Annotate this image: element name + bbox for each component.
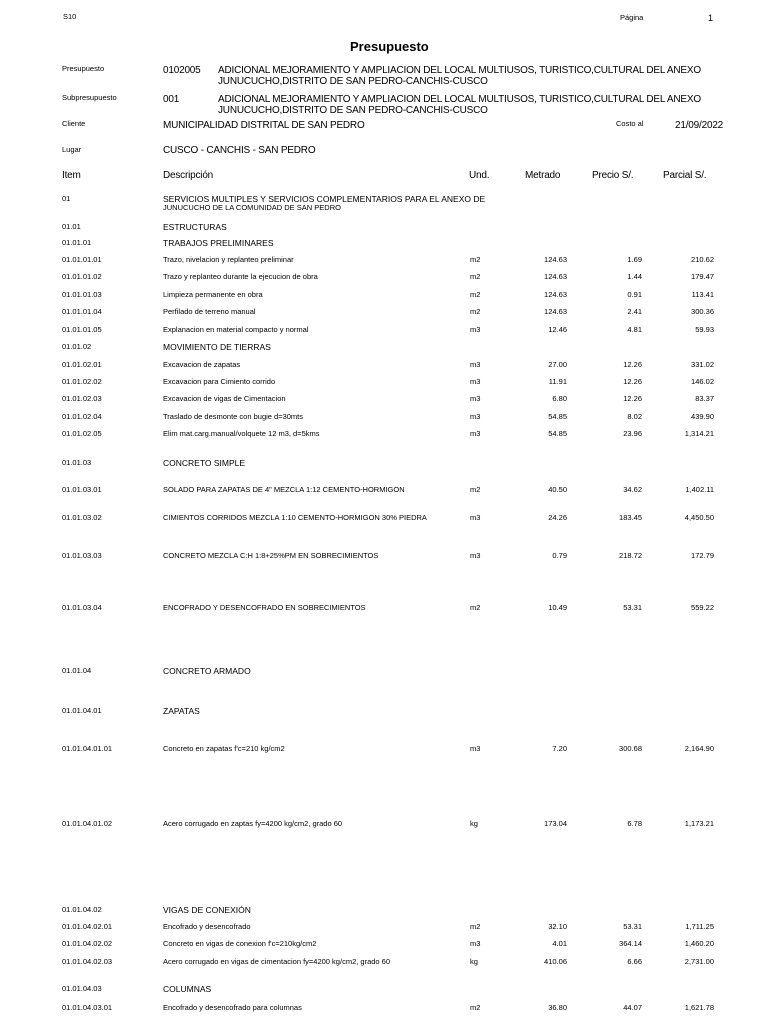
row-description: CIMIENTOS CORRIDOS MEZCLA 1:10 CEMENTO-HORMIGON 30% PIEDRA — [163, 513, 427, 522]
column-header-descripcion: Descripción — [163, 170, 214, 181]
row-item-code: 01 — [62, 194, 71, 203]
row-metrado: 11.91 — [548, 377, 567, 386]
row-item-code: 01.01.01 — [62, 238, 92, 247]
row-item-code: 01.01.02 — [62, 342, 92, 351]
presupuesto-code: 0102005 — [163, 65, 201, 76]
row-item-code: 01.01.04.03 — [62, 984, 102, 993]
row-description: Encofrado y desencofrado — [163, 922, 251, 931]
row-metrado: 24.26 — [548, 513, 567, 522]
row-parcial: 1,314.21 — [684, 429, 714, 438]
subpresupuesto-desc-line2: JUNUCUCHO,DISTRITO DE SAN PEDRO-CANCHIS-CUSCO — [218, 105, 488, 116]
row-metrado: 410.06 — [544, 957, 567, 966]
cliente-label: Cliente — [62, 119, 86, 128]
row-description: CONCRETO SIMPLE — [163, 458, 246, 468]
row-description: Traslado de desmonte con bugie d=30mts — [163, 412, 304, 421]
subpresupuesto-desc-line1: ADICIONAL MEJORAMIENTO Y AMPLIACION DEL LOCAL MULTIUSOS, TURISTICO,CULTURAL DEL ANEXO — [218, 94, 701, 105]
row-parcial: 331.02 — [691, 360, 714, 369]
row-item-code: 01.01.02.03 — [62, 394, 102, 403]
row-description: ZAPATAS — [163, 706, 200, 716]
row-description: Acero corrugado en zaptas fy=4200 kg/cm2, grado 60 — [163, 819, 343, 828]
row-item-code: 01.01.04.03.01 — [62, 1003, 113, 1012]
row-precio: 12.26 — [623, 360, 642, 369]
row-precio: 8.02 — [627, 412, 642, 421]
lugar-label: Lugar — [62, 145, 82, 154]
row-precio: 1.69 — [627, 255, 642, 264]
row-unit: kg — [470, 957, 478, 966]
row-precio: 300.68 — [619, 744, 642, 753]
row-metrado: 0.79 — [552, 551, 567, 560]
row-metrado: 124.63 — [544, 255, 567, 264]
row-precio: 1.44 — [627, 272, 642, 281]
row-metrado: 173.04 — [544, 819, 567, 828]
row-description: SERVICIOS MULTIPLES Y SERVICIOS COMPLEMENTARIOS PARA EL ANEXO DE — [163, 194, 486, 204]
row-precio: 53.31 — [623, 603, 642, 612]
row-unit: m2 — [470, 603, 481, 612]
row-description: Acero corrugado en vigas de cimentacion fy=4200 kg/cm2, grado 60 — [163, 957, 391, 966]
page-label: Página — [620, 13, 644, 22]
row-unit: m3 — [470, 513, 481, 522]
row-precio: 12.26 — [623, 394, 642, 403]
column-header-parcial: Parcial S/. — [663, 170, 707, 181]
row-metrado: 54.85 — [548, 412, 567, 421]
row-item-code: 01.01.01.04 — [62, 307, 102, 316]
row-metrado: 7.20 — [552, 744, 567, 753]
row-metrado: 124.63 — [544, 290, 567, 299]
row-item-code: 01.01.04.02.01 — [62, 922, 113, 931]
row-parcial: 59.93 — [695, 325, 714, 334]
row-parcial: 559.22 — [691, 603, 714, 612]
presupuesto-desc-line1: ADICIONAL MEJORAMIENTO Y AMPLIACION DEL LOCAL MULTIUSOS, TURISTICO,CULTURAL DEL ANEXO — [218, 65, 701, 76]
row-description: Trazo y replanteo durante la ejecucion de obra — [163, 272, 318, 281]
row-parcial: 1,711.25 — [685, 922, 714, 931]
row-unit: m3 — [470, 744, 481, 753]
row-description: Concreto en zapatas f'c=210 kg/cm2 — [163, 744, 285, 753]
lugar-value: CUSCO - CANCHIS - SAN PEDRO — [163, 145, 316, 156]
row-description: TRABAJOS PRELIMINARES — [163, 238, 274, 248]
row-description: VIGAS DE CONEXIÓN — [163, 905, 251, 915]
presupuesto-label: Presupuesto — [62, 64, 105, 73]
row-description: Concreto en vigas de conexion f'c=210kg/cm2 — [163, 939, 317, 948]
row-description: Excavacion de zapatas — [163, 360, 241, 369]
row-item-code: 01.01.02.01 — [62, 360, 102, 369]
column-header-und: Und. — [469, 170, 490, 181]
row-parcial: 1,402.11 — [685, 485, 714, 494]
row-item-code: 01.01.04.01.01 — [62, 744, 113, 753]
row-parcial: 210.62 — [691, 255, 714, 264]
row-metrado: 6.80 — [552, 394, 567, 403]
row-parcial: 146.02 — [691, 377, 714, 386]
row-item-code: 01.01.02.04 — [62, 412, 102, 421]
costo-date: 21/09/2022 — [675, 120, 724, 131]
row-item-code: 01.01.03.01 — [62, 485, 102, 494]
row-description-line2: JUNUCUCHO DE LA COMUNIDAD DE SAN PEDRO — [163, 203, 341, 212]
row-precio: 23.96 — [623, 429, 642, 438]
row-parcial: 2,164.90 — [684, 744, 714, 753]
row-item-code: 01.01.04.02.03 — [62, 957, 113, 966]
row-unit: m2 — [470, 307, 481, 316]
row-metrado: 12.46 — [548, 325, 567, 334]
row-precio: 2.41 — [627, 307, 642, 316]
row-unit: m3 — [470, 360, 481, 369]
row-unit: m2 — [470, 255, 481, 264]
row-item-code: 01.01.03.03 — [62, 551, 102, 560]
row-parcial: 1,621.78 — [684, 1003, 714, 1012]
row-parcial: 83.37 — [695, 394, 714, 403]
row-parcial: 113.41 — [691, 290, 714, 299]
column-header-item: Item — [62, 170, 81, 181]
row-item-code: 01.01.03 — [62, 458, 92, 467]
row-parcial: 1,173.21 — [684, 819, 714, 828]
presupuesto-desc-line2: JUNUCUCHO,DISTRITO DE SAN PEDRO-CANCHIS-CUSCO — [218, 76, 488, 87]
row-precio: 183.45 — [619, 513, 642, 522]
row-item-code: 01.01.02.05 — [62, 429, 102, 438]
row-unit: m3 — [470, 412, 481, 421]
row-parcial: 300.36 — [691, 307, 714, 316]
row-description: Elim mat.carg.manual/volquete 12 m3, d=5kms — [163, 429, 320, 438]
row-description: Trazo, nivelacion y replanteo preliminar — [163, 255, 294, 264]
row-parcial: 439.90 — [691, 412, 714, 421]
row-description: Limpieza permanente en obra — [163, 290, 263, 299]
row-item-code: 01.01.04 — [62, 666, 92, 675]
page-title: Presupuesto — [350, 39, 429, 54]
row-description: CONCRETO MEZCLA C:H 1:8+25%PM EN SOBRECIMIENTOS — [163, 551, 379, 560]
row-description: ESTRUCTURAS — [163, 222, 227, 232]
row-metrado: 40.50 — [548, 485, 567, 494]
row-precio: 53.31 — [623, 922, 642, 931]
row-item-code: 01.01.04.01.02 — [62, 819, 113, 828]
row-precio: 6.66 — [627, 957, 642, 966]
row-parcial: 4,450.50 — [684, 513, 714, 522]
row-unit: m2 — [470, 922, 481, 931]
row-item-code: 01.01.01.01 — [62, 255, 102, 264]
row-description: Perfilado de terreno manual — [163, 307, 256, 316]
row-precio: 0.91 — [627, 290, 642, 299]
row-parcial: 1,460.20 — [684, 939, 714, 948]
costo-label: Costo al — [616, 119, 644, 128]
system-code: S10 — [63, 12, 77, 21]
column-header-precio: Precio S/. — [592, 170, 634, 181]
row-item-code: 01.01.02.02 — [62, 377, 102, 386]
row-unit: m3 — [470, 551, 481, 560]
row-description: COLUMNAS — [163, 984, 212, 994]
row-metrado: 124.63 — [544, 307, 567, 316]
row-precio: 364.14 — [619, 939, 642, 948]
row-metrado: 124.63 — [544, 272, 567, 281]
row-metrado: 36.80 — [548, 1003, 567, 1012]
row-unit: m2 — [470, 272, 481, 281]
column-header-metrado: Metrado — [525, 170, 561, 181]
page-number: 1 — [708, 13, 714, 23]
row-unit: m2 — [470, 1003, 481, 1012]
row-description: Excavacion de vigas de Cimentacion — [163, 394, 286, 403]
row-metrado: 54.85 — [548, 429, 567, 438]
row-item-code: 01.01.04.02.02 — [62, 939, 113, 948]
row-precio: 4.81 — [627, 325, 642, 334]
row-unit: m3 — [470, 429, 481, 438]
row-item-code: 01.01.04.02 — [62, 905, 102, 914]
subpresupuesto-label: Subpresupuesto — [62, 93, 117, 102]
subpresupuesto-code: 001 — [163, 94, 180, 105]
row-description: Explanacion en material compacto y normal — [163, 325, 309, 334]
row-unit: m2 — [470, 290, 481, 299]
row-item-code: 01.01 — [62, 222, 81, 231]
row-item-code: 01.01.01.02 — [62, 272, 102, 281]
cliente-value: MUNICIPALIDAD DISTRITAL DE SAN PEDRO — [163, 120, 365, 131]
row-description: MOVIMIENTO DE TIERRAS — [163, 342, 271, 352]
row-parcial: 172.79 — [691, 551, 714, 560]
row-item-code: 01.01.03.04 — [62, 603, 102, 612]
row-precio: 34.62 — [623, 485, 642, 494]
row-unit: m3 — [470, 377, 481, 386]
row-parcial: 2,731.00 — [684, 957, 714, 966]
row-item-code: 01.01.01.03 — [62, 290, 102, 299]
row-item-code: 01.01.04.01 — [62, 706, 102, 715]
row-parcial: 179.47 — [691, 272, 714, 281]
row-unit: m2 — [470, 485, 481, 494]
row-precio: 44.07 — [623, 1003, 642, 1012]
row-precio: 6.78 — [627, 819, 642, 828]
row-metrado: 32.10 — [548, 922, 567, 931]
row-unit: m3 — [470, 394, 481, 403]
row-metrado: 10.49 — [548, 603, 567, 612]
row-metrado: 27.00 — [548, 360, 567, 369]
row-item-code: 01.01.03.02 — [62, 513, 102, 522]
row-unit: kg — [470, 819, 478, 828]
row-unit: m3 — [470, 325, 481, 334]
row-description: CONCRETO ARMADO — [163, 666, 251, 676]
row-description: Encofrado y desencofrado para columnas — [163, 1003, 302, 1012]
row-item-code: 01.01.01.05 — [62, 325, 102, 334]
row-precio: 218.72 — [619, 551, 642, 560]
row-unit: m3 — [470, 939, 481, 948]
row-description: ENCOFRADO Y DESENCOFRADO EN SOBRECIMIENTOS — [163, 603, 366, 612]
row-description: SOLADO PARA ZAPATAS DE 4" MEZCLA 1:12 CEMENTO-HORMIGON — [163, 485, 405, 494]
row-metrado: 4.01 — [552, 939, 567, 948]
row-description: Excavacion para Cimiento corrido — [163, 377, 276, 386]
row-precio: 12.26 — [623, 377, 642, 386]
